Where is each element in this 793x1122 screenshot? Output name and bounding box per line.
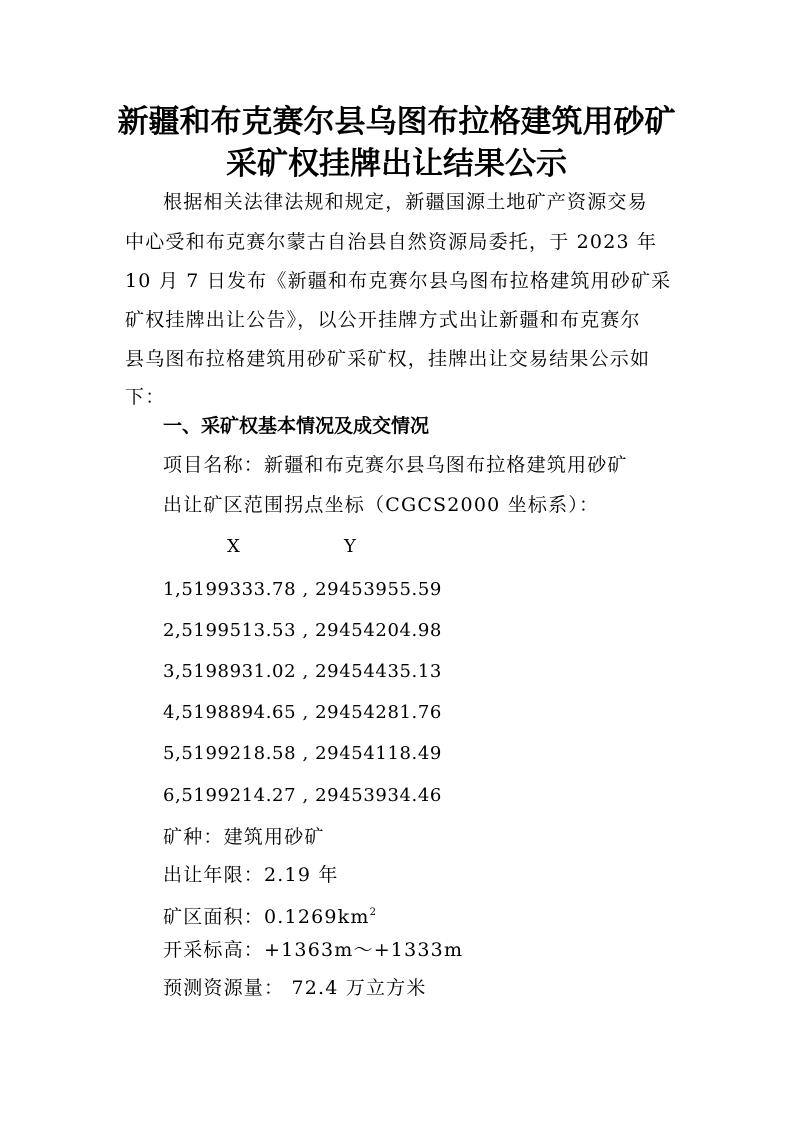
coordinate-row-3: 3,5198931.02 , 29454435.13 [163, 661, 442, 682]
mining-area [163, 900, 377, 930]
coordinate-header-x: X [227, 536, 240, 557]
lease-term: 出让年限：2.19 年 [163, 864, 339, 886]
intro-paragraph-line-2: 中心受和布克赛尔蒙古自治县自然资源局委托，于 2023 年 [125, 231, 658, 253]
intro-paragraph-line-1: 根据相关法律法规和规定，新疆国源土地矿产资源交易 [163, 191, 648, 213]
intro-paragraph-line-4: 矿权挂牌出让公告》，以公开挂牌方式出让新疆和布克赛尔 [125, 309, 641, 331]
document-title-line-2: 采矿权挂牌出让结果公示 [226, 146, 567, 182]
intro-paragraph-line-5: 县乌图布拉格建筑用砂矿采矿权，挂牌出让交易结果公示如 [125, 348, 651, 370]
intro-paragraph-line-3: 10 月 7 日发布《新疆和布克赛尔县乌图布拉格建筑用砂矿采 [125, 270, 672, 292]
coordinate-row-4: 4,5198894.65 , 29454281.76 [163, 702, 442, 723]
mining-area-unit-superscript: 2 [369, 907, 378, 918]
coordinate-row-6: 6,5199214.27 , 29453934.46 [163, 785, 442, 806]
mineral-type: 矿种：建筑用砂矿 [163, 826, 325, 848]
mining-area-value: 矿区面积：0.1269km [163, 906, 370, 928]
coordinate-row-5: 5,5199218.58 , 29454118.49 [163, 743, 442, 764]
coordinate-row-1: 1,5199333.78 , 29453955.59 [163, 579, 442, 600]
mining-elevation: 开采标高：+1363m～+1333m [163, 939, 464, 961]
project-name: 项目名称：新疆和布克赛尔县乌图布拉格建筑用砂矿 [163, 454, 628, 476]
document-title-line-1: 新疆和布克赛尔县乌图布拉格建筑用砂矿 [117, 104, 676, 140]
intro-paragraph-line-6: 下： [125, 386, 166, 408]
coordinate-intro: 出让矿区范围拐点坐标（CGCS2000 坐标系）： [163, 494, 600, 516]
section-heading: 一、采矿权基本情况及成交情况 [163, 415, 430, 437]
coordinate-header-y: Y [344, 536, 356, 557]
estimated-reserves: 预测资源量： 72.4 万立方米 [163, 977, 427, 999]
coordinate-row-2: 2,5199513.53 , 29454204.98 [163, 620, 442, 641]
